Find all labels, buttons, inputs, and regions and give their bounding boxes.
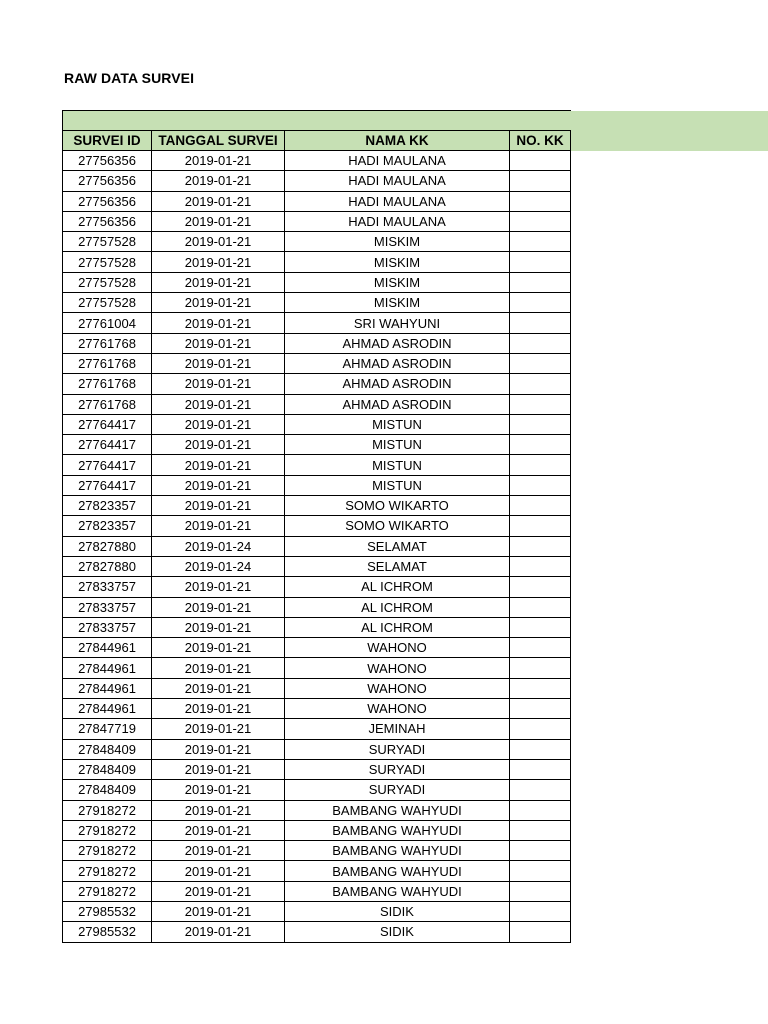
table-row <box>63 414 571 434</box>
sheet-title: RAW DATA SURVEI <box>64 70 195 86</box>
tanggal-survei-cell[interactable]: 2019-01-21 <box>152 333 285 353</box>
nama-kk-cell[interactable]: WAHONO <box>285 658 510 678</box>
no-kk-cell[interactable] <box>510 577 571 597</box>
table-row <box>63 617 571 637</box>
survei-id-cell[interactable]: 27918272 <box>63 841 152 861</box>
no-kk-cell[interactable] <box>510 191 571 211</box>
table-row <box>63 455 571 475</box>
no-kk-cell[interactable] <box>510 151 571 171</box>
table-body <box>63 151 571 943</box>
no-kk-cell[interactable] <box>510 800 571 820</box>
nama-kk-cell[interactable]: BAMBANG WAHYUDI <box>285 820 510 840</box>
tanggal-survei-cell[interactable]: 2019-01-21 <box>152 800 285 820</box>
survei-id-cell[interactable]: 27844961 <box>63 638 152 658</box>
survei-id-cell[interactable]: 27848409 <box>63 739 152 759</box>
no-kk-cell[interactable] <box>510 313 571 333</box>
no-kk-cell[interactable] <box>510 496 571 516</box>
survei-id-cell[interactable]: 27756356 <box>63 171 152 191</box>
header-row <box>63 131 571 151</box>
no-kk-cell[interactable] <box>510 353 571 373</box>
survei-id-cell[interactable]: 27848409 <box>63 759 152 779</box>
survei-id-cell[interactable]: 27764417 <box>63 475 152 495</box>
no-kk-cell[interactable] <box>510 597 571 617</box>
column-header-survei-id[interactable]: SURVEI ID <box>63 131 152 151</box>
no-kk-cell[interactable] <box>510 820 571 840</box>
table-row <box>63 922 571 942</box>
table-row <box>63 678 571 698</box>
nama-kk-cell[interactable]: SURYADI <box>285 759 510 779</box>
survei-id-cell[interactable]: 27761768 <box>63 333 152 353</box>
nama-kk-cell[interactable]: AL ICHROM <box>285 617 510 637</box>
tanggal-survei-cell[interactable]: 2019-01-21 <box>152 922 285 942</box>
table-row <box>63 252 571 272</box>
nama-kk-cell[interactable]: BAMBANG WAHYUDI <box>285 861 510 881</box>
nama-kk-cell[interactable]: BAMBANG WAHYUDI <box>285 881 510 901</box>
table-row <box>63 496 571 516</box>
table-row <box>63 577 571 597</box>
nama-kk-cell[interactable]: MISKIM <box>285 293 510 313</box>
table-row <box>63 232 571 252</box>
tanggal-survei-cell[interactable]: 2019-01-21 <box>152 496 285 516</box>
survei-id-cell[interactable]: 27848409 <box>63 780 152 800</box>
tanggal-survei-cell[interactable]: 2019-01-21 <box>152 678 285 698</box>
tanggal-survei-cell[interactable]: 2019-01-21 <box>152 901 285 921</box>
nama-kk-cell[interactable]: AL ICHROM <box>285 577 510 597</box>
nama-kk-cell[interactable]: MISKIM <box>285 272 510 292</box>
nama-kk-cell[interactable]: SIDIK <box>285 922 510 942</box>
no-kk-cell[interactable] <box>510 293 571 313</box>
nama-kk-cell[interactable]: MISKIM <box>285 252 510 272</box>
no-kk-cell[interactable] <box>510 658 571 678</box>
tanggal-survei-cell[interactable]: 2019-01-21 <box>152 252 285 272</box>
table-row <box>63 759 571 779</box>
tanggal-survei-cell[interactable]: 2019-01-21 <box>152 516 285 536</box>
no-kk-cell[interactable] <box>510 374 571 394</box>
no-kk-cell[interactable] <box>510 922 571 942</box>
table-row <box>63 800 571 820</box>
no-kk-cell[interactable] <box>510 759 571 779</box>
table-row <box>63 435 571 455</box>
nama-kk-cell[interactable]: WAHONO <box>285 699 510 719</box>
table-row <box>63 699 571 719</box>
nama-kk-cell[interactable]: MISKIM <box>285 232 510 252</box>
nama-kk-cell[interactable]: MISTUN <box>285 475 510 495</box>
no-kk-cell[interactable] <box>510 719 571 739</box>
no-kk-cell[interactable] <box>510 739 571 759</box>
tanggal-survei-cell[interactable]: 2019-01-21 <box>152 313 285 333</box>
tanggal-survei-cell[interactable]: 2019-01-21 <box>152 374 285 394</box>
table-row <box>63 151 571 171</box>
survei-id-cell[interactable]: 27757528 <box>63 293 152 313</box>
table-row <box>63 901 571 921</box>
no-kk-cell[interactable] <box>510 232 571 252</box>
table-row <box>63 191 571 211</box>
nama-kk-cell[interactable]: HADI MAULANA <box>285 151 510 171</box>
tanggal-survei-cell[interactable]: 2019-01-21 <box>152 171 285 191</box>
table-row <box>63 475 571 495</box>
survei-id-cell[interactable]: 27833757 <box>63 597 152 617</box>
nama-kk-cell[interactable]: SURYADI <box>285 739 510 759</box>
survei-id-cell[interactable]: 27833757 <box>63 577 152 597</box>
survei-id-cell[interactable]: 27761768 <box>63 374 152 394</box>
survei-id-cell[interactable]: 27764417 <box>63 455 152 475</box>
tanggal-survei-cell[interactable]: 2019-01-21 <box>152 881 285 901</box>
survei-id-cell[interactable]: 27764417 <box>63 435 152 455</box>
nama-kk-cell[interactable]: JEMINAH <box>285 719 510 739</box>
no-kk-cell[interactable] <box>510 211 571 231</box>
table-row <box>63 556 571 576</box>
no-kk-cell[interactable] <box>510 638 571 658</box>
nama-kk-cell[interactable]: SELAMAT <box>285 536 510 556</box>
table-row <box>63 638 571 658</box>
tanggal-survei-cell[interactable]: 2019-01-21 <box>152 577 285 597</box>
nama-kk-cell[interactable]: AHMAD ASRODIN <box>285 374 510 394</box>
tanggal-survei-cell[interactable]: 2019-01-21 <box>152 699 285 719</box>
no-kk-cell[interactable] <box>510 435 571 455</box>
band-left-border <box>62 110 63 130</box>
tanggal-survei-cell[interactable]: 2019-01-21 <box>152 820 285 840</box>
survei-id-cell[interactable]: 27761768 <box>63 394 152 414</box>
no-kk-cell[interactable] <box>510 678 571 698</box>
survei-id-cell[interactable]: 27761768 <box>63 353 152 373</box>
survei-id-cell[interactable]: 27847719 <box>63 719 152 739</box>
no-kk-cell[interactable] <box>510 841 571 861</box>
tanggal-survei-cell[interactable]: 2019-01-21 <box>152 658 285 678</box>
survei-id-cell[interactable]: 27756356 <box>63 151 152 171</box>
no-kk-cell[interactable] <box>510 516 571 536</box>
survei-id-cell[interactable]: 27827880 <box>63 556 152 576</box>
table-row <box>63 516 571 536</box>
nama-kk-cell[interactable]: WAHONO <box>285 638 510 658</box>
tanggal-survei-cell[interactable]: 2019-01-21 <box>152 719 285 739</box>
nama-kk-cell[interactable]: SIDIK <box>285 901 510 921</box>
table-row <box>63 739 571 759</box>
survei-id-cell[interactable]: 27764417 <box>63 414 152 434</box>
table-row <box>63 658 571 678</box>
no-kk-cell[interactable] <box>510 333 571 353</box>
table-row <box>63 171 571 191</box>
nama-kk-cell[interactable]: SOMO WIKARTO <box>285 516 510 536</box>
no-kk-cell[interactable] <box>510 536 571 556</box>
survei-id-cell[interactable]: 27844961 <box>63 658 152 678</box>
tanggal-survei-cell[interactable]: 2019-01-21 <box>152 455 285 475</box>
survei-id-cell[interactable]: 27918272 <box>63 800 152 820</box>
table-row <box>63 211 571 231</box>
survei-id-cell[interactable]: 27761004 <box>63 313 152 333</box>
tanggal-survei-cell[interactable]: 2019-01-21 <box>152 638 285 658</box>
nama-kk-cell[interactable]: BAMBANG WAHYUDI <box>285 841 510 861</box>
nama-kk-cell[interactable]: AHMAD ASRODIN <box>285 333 510 353</box>
survei-id-cell[interactable]: 27985532 <box>63 922 152 942</box>
survei-id-cell[interactable]: 27833757 <box>63 617 152 637</box>
nama-kk-cell[interactable]: SURYADI <box>285 780 510 800</box>
tanggal-survei-cell[interactable]: 2019-01-24 <box>152 536 285 556</box>
survei-id-cell[interactable]: 27985532 <box>63 901 152 921</box>
survei-id-cell[interactable]: 27756356 <box>63 211 152 231</box>
nama-kk-cell[interactable]: HADI MAULANA <box>285 211 510 231</box>
survei-id-cell[interactable]: 27844961 <box>63 678 152 698</box>
survei-id-cell[interactable]: 27757528 <box>63 252 152 272</box>
table-row <box>63 881 571 901</box>
table-row <box>63 597 571 617</box>
table-row <box>63 861 571 881</box>
no-kk-cell[interactable] <box>510 901 571 921</box>
no-kk-cell[interactable] <box>510 861 571 881</box>
no-kk-cell[interactable] <box>510 272 571 292</box>
table-row <box>63 272 571 292</box>
nama-kk-cell[interactable]: BAMBANG WAHYUDI <box>285 800 510 820</box>
nama-kk-cell[interactable]: AL ICHROM <box>285 597 510 617</box>
nama-kk-cell[interactable]: AHMAD ASRODIN <box>285 394 510 414</box>
nama-kk-cell[interactable]: HADI MAULANA <box>285 171 510 191</box>
nama-kk-cell[interactable]: MISTUN <box>285 435 510 455</box>
tanggal-survei-cell[interactable]: 2019-01-21 <box>152 211 285 231</box>
tanggal-survei-cell[interactable]: 2019-01-21 <box>152 191 285 211</box>
table-row <box>63 536 571 556</box>
no-kk-cell[interactable] <box>510 414 571 434</box>
tanggal-survei-cell[interactable]: 2019-01-21 <box>152 394 285 414</box>
table-row <box>63 374 571 394</box>
nama-kk-cell[interactable]: SELAMAT <box>285 556 510 576</box>
no-kk-cell[interactable] <box>510 556 571 576</box>
nama-kk-cell[interactable]: SRI WAHYUNI <box>285 313 510 333</box>
survei-id-cell[interactable]: 27918272 <box>63 881 152 901</box>
survei-id-cell[interactable]: 27823357 <box>63 496 152 516</box>
nama-kk-cell[interactable]: WAHONO <box>285 678 510 698</box>
table-row <box>63 841 571 861</box>
tanggal-survei-cell[interactable]: 2019-01-21 <box>152 780 285 800</box>
survei-id-cell[interactable]: 27918272 <box>63 861 152 881</box>
table-row <box>63 333 571 353</box>
tanggal-survei-cell[interactable]: 2019-01-24 <box>152 556 285 576</box>
column-header-nama-kk[interactable]: NAMA KK <box>285 131 510 151</box>
tanggal-survei-cell[interactable]: 2019-01-21 <box>152 353 285 373</box>
table-row <box>63 719 571 739</box>
tanggal-survei-cell[interactable]: 2019-01-21 <box>152 151 285 171</box>
no-kk-cell[interactable] <box>510 252 571 272</box>
survei-id-cell[interactable]: 27757528 <box>63 232 152 252</box>
tanggal-survei-cell[interactable]: 2019-01-21 <box>152 597 285 617</box>
survei-id-cell[interactable]: 27757528 <box>63 272 152 292</box>
tanggal-survei-cell[interactable]: 2019-01-21 <box>152 293 285 313</box>
no-kk-cell[interactable] <box>510 171 571 191</box>
nama-kk-cell[interactable]: AHMAD ASRODIN <box>285 353 510 373</box>
tanggal-survei-cell[interactable]: 2019-01-21 <box>152 617 285 637</box>
table-row <box>63 293 571 313</box>
survei-id-cell[interactable]: 27756356 <box>63 191 152 211</box>
no-kk-cell[interactable] <box>510 780 571 800</box>
no-kk-cell[interactable] <box>510 617 571 637</box>
column-header-no-kk[interactable]: NO. KK <box>510 131 571 151</box>
tanggal-survei-cell[interactable]: 2019-01-21 <box>152 475 285 495</box>
tanggal-survei-cell[interactable]: 2019-01-21 <box>152 759 285 779</box>
survei-id-cell[interactable]: 27823357 <box>63 516 152 536</box>
tanggal-survei-cell[interactable]: 2019-01-21 <box>152 414 285 434</box>
tanggal-survei-cell[interactable]: 2019-01-21 <box>152 841 285 861</box>
no-kk-cell[interactable] <box>510 394 571 414</box>
band-top-border <box>63 110 571 111</box>
no-kk-cell[interactable] <box>510 699 571 719</box>
no-kk-cell[interactable] <box>510 455 571 475</box>
no-kk-cell[interactable] <box>510 881 571 901</box>
survei-id-cell[interactable]: 27918272 <box>63 820 152 840</box>
survey-table <box>62 130 571 943</box>
tanggal-survei-cell[interactable]: 2019-01-21 <box>152 739 285 759</box>
tanggal-survei-cell[interactable]: 2019-01-21 <box>152 435 285 455</box>
table-row <box>63 820 571 840</box>
table-row <box>63 353 571 373</box>
nama-kk-cell[interactable]: MISTUN <box>285 455 510 475</box>
tanggal-survei-cell[interactable]: 2019-01-21 <box>152 232 285 252</box>
nama-kk-cell[interactable]: SOMO WIKARTO <box>285 496 510 516</box>
table-row <box>63 780 571 800</box>
table-row <box>63 394 571 414</box>
nama-kk-cell[interactable]: MISTUN <box>285 414 510 434</box>
nama-kk-cell[interactable]: HADI MAULANA <box>285 191 510 211</box>
survei-id-cell[interactable]: 27827880 <box>63 536 152 556</box>
column-header-tanggal-survei[interactable]: TANGGAL SURVEI <box>152 131 285 151</box>
tanggal-survei-cell[interactable]: 2019-01-21 <box>152 272 285 292</box>
no-kk-cell[interactable] <box>510 475 571 495</box>
survei-id-cell[interactable]: 27844961 <box>63 699 152 719</box>
table-row <box>63 313 571 333</box>
tanggal-survei-cell[interactable]: 2019-01-21 <box>152 861 285 881</box>
